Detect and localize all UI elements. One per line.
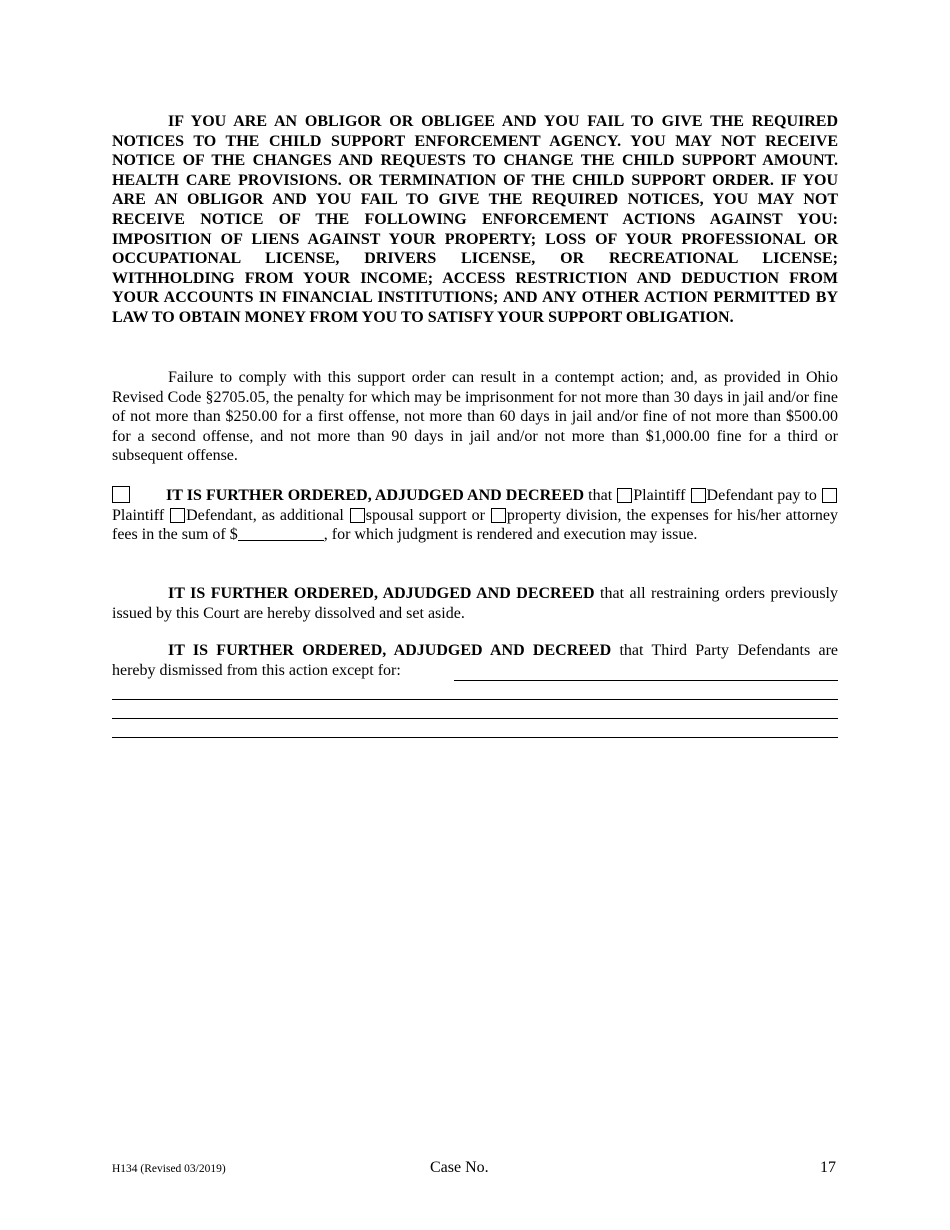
contempt-notice-text: Failure to comply with this support order can result in a contempt action; and, as provided in Ohio Revised Code §2705.05, the penalty for which may be imprisonment for not more than 30 days in jail and/or fine of not more than $250.00 for a first offense, not more than 60 days in jail and/or fine of not more than $500.00 for a second offense, and not more than 90 days in jail and/or not more than $1,000.00 fine for a third or subsequent offense. bbox=[112, 369, 838, 465]
third-party-text: that Third Party Defendants are hereby dismissed from this action except for: bbox=[112, 642, 839, 679]
page-number: 17 bbox=[820, 1159, 836, 1176]
contempt-notice bbox=[112, 368, 838, 466]
property-division-label: property division, the expenses for his/her attorney fees in the sum of $ bbox=[112, 506, 839, 544]
restraining-orders-text: that all restraining orders previously issued by this Court are hereby dissolved and set aside. bbox=[112, 585, 838, 622]
attorney-fees-order-checkbox[interactable] bbox=[112, 486, 130, 503]
exception-line-2[interactable] bbox=[112, 699, 838, 700]
payee-defendant-checkbox[interactable] bbox=[170, 508, 185, 523]
restraining-orders-heading: IT IS FURTHER ORDERED, ADJUDGED AND DECREED bbox=[168, 585, 595, 602]
payer-defendant-label: Defendant bbox=[706, 487, 774, 504]
enforcement-warning bbox=[112, 112, 838, 328]
payee-defendant-label: Defendant, as additional bbox=[186, 506, 344, 524]
form-id: H134 (Revised 03/2019) bbox=[112, 1163, 226, 1175]
payee-plaintiff-checkbox[interactable] bbox=[822, 488, 837, 503]
enforcement-warning-text: IF YOU ARE AN OBLIGOR OR OBLIGEE AND YOU FAIL TO GIVE THE REQUIRED NOTICES TO THE CHILD SUPPORT ENFORCEMENT AGENCY. YOU MAY NOT RECEIVE NOTICE OF THE CHANGES AND REQUESTS TO CHANGE THE CHILD SUPPORT AMOUNT. HEALTH CARE PROVISIONS. OR TERMINATION OF THE CHILD SUPPORT ORDER. IF YOU ARE AN OBLIGOR AND YOU FAIL TO GIVE THE REQUIRED NOTICES, YOU MAY NOT RECEIVE NOTICE OF THE FOLLOWING ENFORCEMENT ACTIONS AGAINST YOU: IMPOSITION OF LIENS AGAINST YOUR PROPERTY; LOSS OF YOUR PROFESSIONAL OR OCCUPATIONAL LICENSE, DRIVERS LICENSE, OR RECREATIONAL LICENSE; WITHHOLDING FROM YOUR INCOME; ACCESS RESTRICTION AND DEDUCTION FROM YOUR ACCOUNTS IN FINANCIAL INSTITUTIONS; AND ANY OTHER ACTION PERMITTED BY LAW TO OBTAIN MONEY FROM YOU TO SATISFY YOUR SUPPORT OBLIGATION. bbox=[112, 113, 838, 326]
pay-to-text: pay to bbox=[777, 487, 817, 504]
attorney-fees-order bbox=[112, 486, 838, 545]
case-number-label: Case No. bbox=[430, 1159, 489, 1176]
restraining-orders-order bbox=[112, 584, 838, 623]
payer-defendant-checkbox[interactable] bbox=[691, 488, 706, 503]
attorney-fees-order-heading: IT IS FURTHER ORDERED, ADJUDGED AND DECREED bbox=[166, 487, 585, 504]
judgment-text: , for which judgment is rendered and execution may issue. bbox=[323, 526, 698, 544]
that-text: that bbox=[588, 487, 613, 504]
exception-line-3[interactable] bbox=[112, 718, 838, 719]
property-division-checkbox[interactable] bbox=[491, 508, 506, 523]
payer-plaintiff-label: Plaintiff bbox=[633, 487, 686, 504]
attorney-fee-amount-field[interactable] bbox=[238, 526, 324, 541]
exception-line-4[interactable] bbox=[112, 737, 838, 738]
spousal-support-label: spousal support or bbox=[365, 506, 485, 524]
spousal-support-checkbox[interactable] bbox=[350, 508, 365, 523]
payee-plaintiff-label: Plaintiff bbox=[112, 506, 165, 524]
payer-plaintiff-checkbox[interactable] bbox=[617, 488, 632, 503]
exception-line-1[interactable] bbox=[454, 680, 838, 681]
third-party-heading: IT IS FURTHER ORDERED, ADJUDGED AND DECREED bbox=[168, 642, 612, 659]
third-party-order bbox=[112, 641, 838, 680]
